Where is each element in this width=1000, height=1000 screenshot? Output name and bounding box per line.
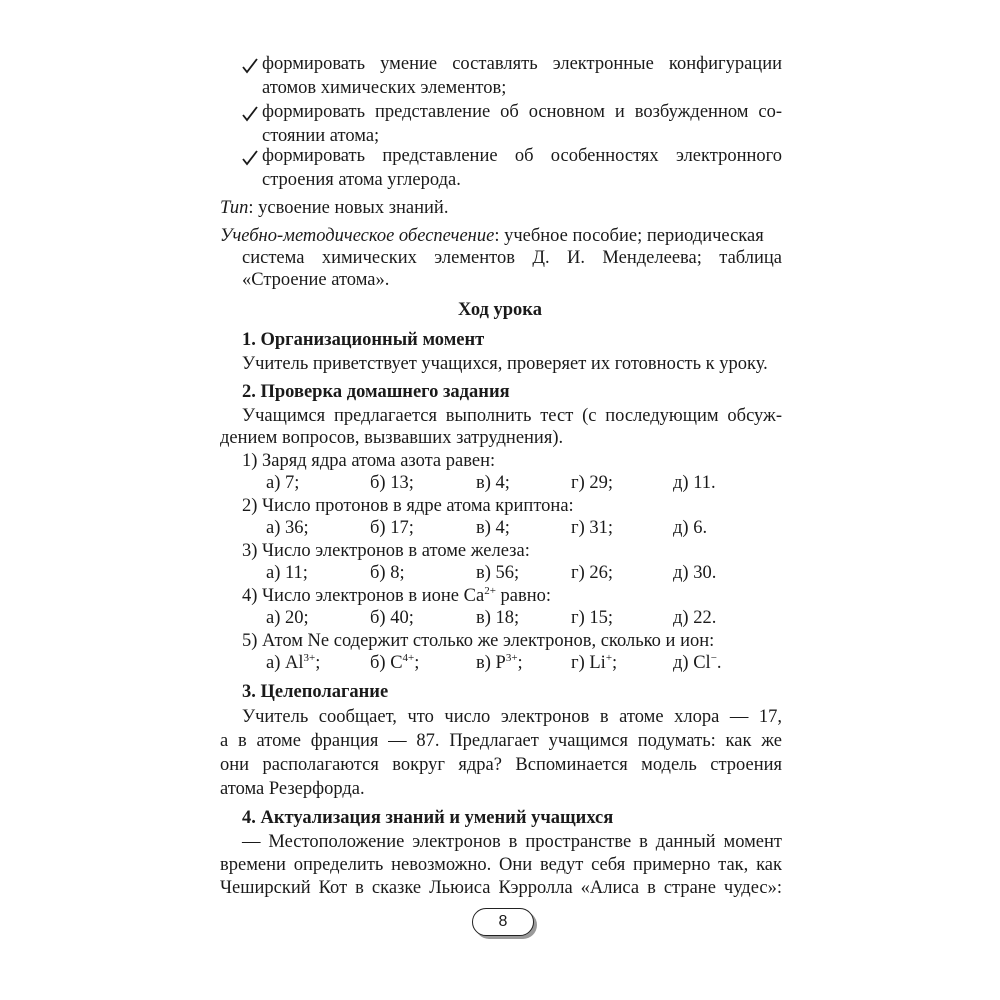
objective-3-line-1: формировать представление об особенностях электронного [262,146,782,166]
question-4 [242,584,551,608]
section-2-text-line-2: дением вопросов, вызвавших затруднения). [220,428,564,448]
lesson-type-text: : усвоение новых знаний. [248,198,449,218]
question-2-answer-b: б) 17; [370,518,414,538]
question-1-answer-e: д) 11. [673,473,716,493]
question-2-answer-d: г) 31; [571,518,614,538]
support-label: Учебно-методическое обеспечение [220,226,495,246]
question-4-answer-c: в) 18; [476,608,520,628]
question-1-answer-b: б) 13; [370,473,414,493]
question-3-answer-d: г) 26; [571,563,614,583]
question-3-answer-b: б) 8; [370,563,405,583]
lesson-type [220,196,448,220]
lesson-type-label: Тип [220,198,249,218]
support-line-3: «Строение атома». [242,270,390,290]
question-4-charge: 2+ [484,585,496,597]
question-2-answer-a: а) 36; [266,518,309,538]
question-4-answer-d: г) 15; [571,608,614,628]
support-text: : учебное пособие; периодическая [494,226,764,246]
question-5-answer-c: в) $P^{3+}$; [476,652,523,673]
question-4-text-end: равно: [495,586,552,606]
section-4-line-3: Чеширский Кот в сказке Льюиса Кэрролла «Алиса в стране чудес»: [220,878,782,898]
question-5-answer-b: б) $C^{4+}$; [370,652,420,673]
section-1-heading: 1. Организационный момент [242,330,485,350]
section-3-heading: 3. Целеполагание [242,682,389,702]
question-3: 3) Число электронов в атоме железа: [242,541,530,561]
question-4-text: 4) Число электронов в ионе Ca [242,586,485,606]
support-line-2: система химических элементов Д. И. Менделеева; таблица [242,248,782,268]
section-1-text: Учитель приветствует учащихся, проверяет их готовность к уроку. [242,354,768,374]
question-4-answer-a: а) 20; [266,608,309,628]
section-3-line-4: атома Резерфорда. [220,779,365,799]
question-2-answer-c: в) 4; [476,518,510,538]
checkmark-icon [240,146,260,170]
section-3-line-3: они располагаются вокруг ядра? Вспоминается модель строения [220,755,782,775]
question-2: 2) Число протонов в ядре атома криптона: [242,496,574,516]
question-1-answer-a: а) 7; [266,473,300,493]
section-3-line-1: Учитель сообщает, что число электронов в атоме хлора — 17, [242,707,782,727]
section-4-line-2: времени определить невозможно. Они ведут себя примерно так, как [220,855,782,875]
question-3-answer-c: в) 56; [476,563,520,583]
question-3-answer-a: а) 11; [266,563,308,583]
objective-3-line-2: строения атома углерода. [262,170,461,190]
question-5-answer-d: г) Li+; [571,652,618,673]
objective-1-line-2: атомов химических элементов; [262,78,507,98]
question-3-answer-e: д) 30. [673,563,717,583]
question-4-answer-e: д) 22. [673,608,717,628]
question-2-answer-e: д) 6. [673,518,708,538]
question-1-answer-c: в) 4; [476,473,510,493]
objective-1-line-1: формировать умение составлять электронные конфигурации [262,54,782,74]
section-2-text-line-1: Учащимся предлагается выполнить тест (с последующим обсуж- [242,406,782,426]
question-5-answer-a: а) $Al^{3+}$; [266,652,321,673]
checkmark-icon [240,54,260,78]
lesson-title: Ход урока [458,300,542,320]
checkmark-icon [240,102,260,126]
question-1-answer-d: г) 29; [571,473,614,493]
section-4-heading: 4. Актуализация знаний и умений учащихся [242,808,614,828]
question-4-answer-b: б) 40; [370,608,414,628]
objective-2-line-1: формировать представление об основном и возбужденном со- [262,102,782,122]
question-5-answer-e: д) Cl−. [673,652,722,673]
objective-2-line-2: стоянии атома; [262,126,380,146]
question-1: 1) Заряд ядра атома азота равен: [242,451,496,471]
section-2-heading: 2. Проверка домашнего задания [242,382,510,402]
question-5: 5) Атом Ne содержит столько же электронов, сколько и ион: [242,631,715,651]
support-line-1 [220,224,764,248]
section-4-line-1: — Местоположение электронов в пространстве в данный момент [242,832,782,852]
section-3-line-2: а в атоме франция — 87. Предлагает учащимся подумать: как же [220,731,782,751]
page-number: 8 [472,908,534,936]
